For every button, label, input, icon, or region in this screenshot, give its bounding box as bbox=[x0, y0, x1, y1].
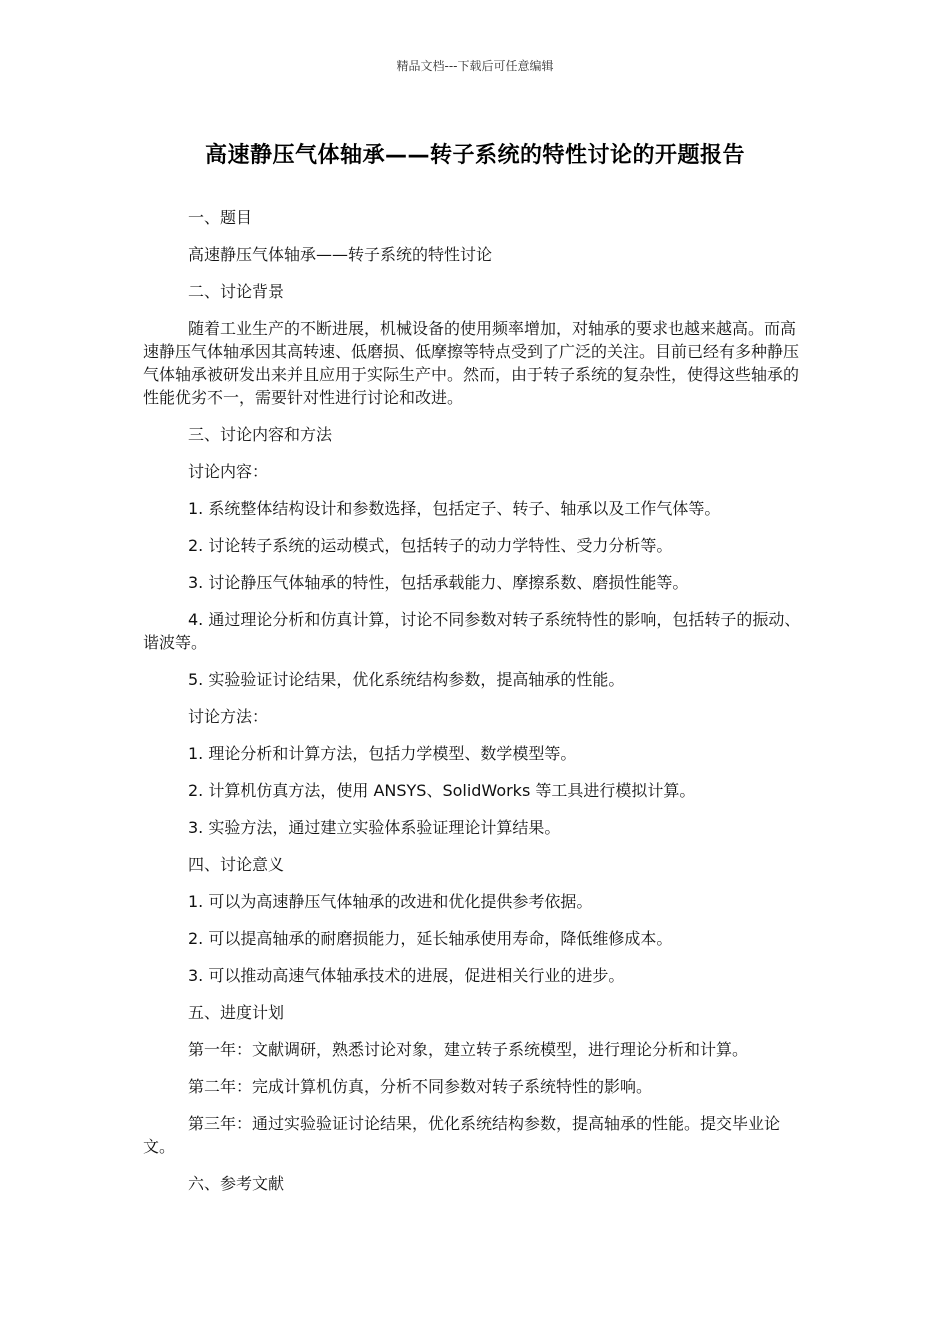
method-subheading: 讨论方法： bbox=[188, 707, 269, 726]
content-item: 4. 通过理论分析和仿真计算，讨论不同参数对转子系统特性的影响，包括转子的振动、谐波等。 bbox=[143, 610, 801, 652]
section-heading-references: 六、参考文献 bbox=[188, 1174, 285, 1193]
document-body bbox=[143, 206, 811, 1209]
section-heading-topic: 一、题目 bbox=[188, 208, 253, 227]
content-item: 5. 实验验证讨论结果，优化系统结构参数，提高轴承的性能。 bbox=[188, 670, 625, 689]
significance-item: 1. 可以为高速静压气体轴承的改进和优化提供参考依据。 bbox=[188, 892, 593, 911]
topic-text: 高速静压气体轴承——转子系统的特性讨论 bbox=[188, 245, 493, 264]
content-item: 3. 讨论静压气体轴承的特性，包括承载能力、摩擦系数、磨损性能等。 bbox=[188, 573, 689, 592]
document-title: 高速静压气体轴承——转子系统的特性讨论的开题报告 bbox=[204, 143, 745, 168]
significance-item: 3. 可以推动高速气体轴承技术的进展，促进相关行业的进步。 bbox=[188, 966, 625, 985]
content-subheading: 讨论内容： bbox=[188, 462, 269, 481]
content-item: 2. 讨论转子系统的运动模式，包括转子的动力学特性、受力分析等。 bbox=[188, 536, 673, 555]
content-item: 1. 系统整体结构设计和参数选择，包括定子、转子、轴承以及工作气体等。 bbox=[188, 499, 721, 518]
method-item: 1. 理论分析和计算方法，包括力学模型、数学模型等。 bbox=[188, 744, 577, 763]
section-heading-background: 二、讨论背景 bbox=[188, 282, 285, 301]
section-heading-schedule: 五、进度计划 bbox=[188, 1003, 285, 1022]
page-header: 精品文档---下载后可任意编辑 bbox=[396, 59, 554, 73]
schedule-item: 第一年：文献调研，熟悉讨论对象，建立转子系统模型，进行理论分析和计算。 bbox=[188, 1040, 749, 1059]
method-item: 2. 计算机仿真方法，使用 ANSYS、SolidWorks 等工具进行模拟计算。 bbox=[188, 781, 696, 800]
background-paragraph: 随着工业生产的不断进展，机械设备的使用频率增加，对轴承的要求也越来越高。而高速静压气体轴承因其高转速、低磨损、低摩擦等特点受到了广泛的关注。目前已经有多种静压气体轴承被研发出来并且应用于实际生产中。然而，由于转子系统的复杂性，使得这些轴承的性能优劣不一，需要针对性进行讨论和改进。 bbox=[143, 319, 800, 407]
significance-item: 2. 可以提高轴承的耐磨损能力，延长轴承使用寿命，降低维修成本。 bbox=[188, 929, 673, 948]
schedule-item: 第二年：完成计算机仿真，分析不同参数对转子系统特性的影响。 bbox=[188, 1077, 653, 1096]
schedule-item: 第三年：通过实验验证讨论结果，优化系统结构参数，提高轴承的性能。提交毕业论文。 bbox=[143, 1114, 781, 1156]
method-item: 3. 实验方法，通过建立实验体系验证理论计算结果。 bbox=[188, 818, 561, 837]
section-heading-significance: 四、讨论意义 bbox=[188, 855, 285, 874]
section-heading-content-method: 三、讨论内容和方法 bbox=[188, 425, 333, 444]
